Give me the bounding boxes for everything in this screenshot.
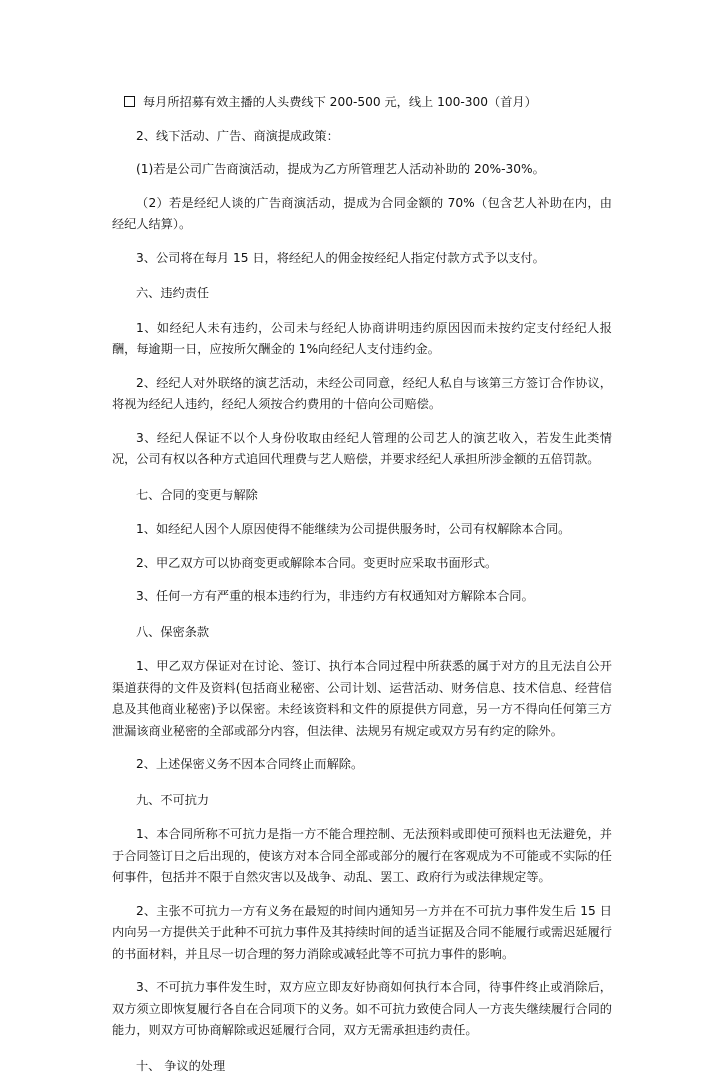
paragraph-breach-1: 1、如经纪人未有违约，公司未与经纪人协商讲明违约原因因而未按约定支付经纪人报酬，每逾期一日，应按所欠酬金的 1%向经纪人支付违约金。 [112,320,612,356]
paragraph-breach-2: 2、经纪人对外联络的演艺活动，未经公司同意，经纪人私自与该第三方签订合作协议，将视为经纪人违约，经纪人须按合约费用的十倍向公司赔偿。 [112,375,612,411]
section-heading-confidentiality: 八、保密条款 [136,624,210,639]
paragraph-termination-1: 1、如经纪人因个人原因使得不能继续为公司提供服务时，公司有权解除本合同。 [136,522,571,536]
bullet-text: 每月所招募有效主播的人头费线下 200-500 元，线上 100-300（首月） [143,95,537,109]
paragraph-force-majeure-3: 3、不可抗力事件发生时，双方应立即友好协商如何执行本合同，待事件终止或消除后，双方须立即恢复履行各自在合同项下的义务。如不可抗力致使合同人一方丧失继续履行合同的能力，则双方可协商解除或迟延履行合同，双方无需承担违约责任。 [112,980,612,1037]
document-body [112,92,612,1090]
paragraph-payment-date: 3、公司将在每月 15 日，将经纪人的佣金按经纪人指定付款方式予以支付。 [136,250,545,265]
paragraph-commission-policy: 2、线下活动、广告、商演提成政策： [136,128,339,143]
bullet-paragraph [112,92,612,114]
section-heading-force-majeure: 九、不可抗力 [136,792,210,807]
paragraph-force-majeure-1: 1、本合同所称不可抗力是指一方不能合理控制、无法预料或即使可预料也无法避免，并于合同签订日之后出现的，使该方对本合同全部或部分的履行在客观成为不可能或不实际的任何事件，包括并不限于自然灾害以及战争、动乱、罢工、政府行为或法律规定等。 [112,827,612,884]
paragraph-commission-2: （2）若是经纪人谈的广告商演活动，提成为合同金额的 70%（包含艺人补助在内，由经纪人结算）。 [112,195,612,231]
section-heading-disputes: 十、 争议的处理 [136,1058,226,1073]
section-heading-breach: 六、违约责任 [136,286,210,300]
paragraph-confidentiality-1: 1、甲乙双方保证对在讨论、签订、执行本合同过程中所获悉的属于对方的且无法自公开渠道获得的文件及资料(包括商业秘密、公司计划、运营活动、财务信息、技术信息、经营信息及其他商业秘密)予以保密。未经该资料和文件的原提供方同意，另一方不得向任何第三方泄漏该商业秘密的全部或部分内容，但法律、法规另有规定或双方另有约定的除外。 [112,659,612,738]
checkbox-square-icon [124,96,135,107]
section-heading-termination: 七、合同的变更与解除 [136,487,258,502]
paragraph-confidentiality-2: 2、上述保密义务不因本合同终止而解除。 [136,757,364,771]
paragraph-termination-2: 2、甲乙双方可以协商变更或解除本合同。变更时应采取书面形式。 [136,555,498,570]
paragraph-termination-3: 3、任何一方有严重的根本违约行为，非违约方有权通知对方解除本合同。 [136,589,534,603]
paragraph-force-majeure-2: 2、主张不可抗力一方有义务在最短的时间内通知另一方并在不可抗力事件发生后 15 日内向另一方提供关于此种不可抗力事件及其持续时间的适当证据及合同不能履行或需迟延履行的书面材料，并且尽一切合理的努力消除或减轻此等不可抗力事件的影响。 [112,903,612,961]
paragraph-commission-1: (1)若是公司广告商演活动，提成为乙方所管理艺人活动补助的 20%-30%。 [136,162,545,176]
paragraph-breach-3: 3、经纪人保证不以个人身份收取由经纪人管理的公司艺人的演艺收入，若发生此类情况，公司有权以各种方式追回代理费与艺人赔偿，并要求经纪人承担所涉金额的五倍罚款。 [112,430,612,466]
